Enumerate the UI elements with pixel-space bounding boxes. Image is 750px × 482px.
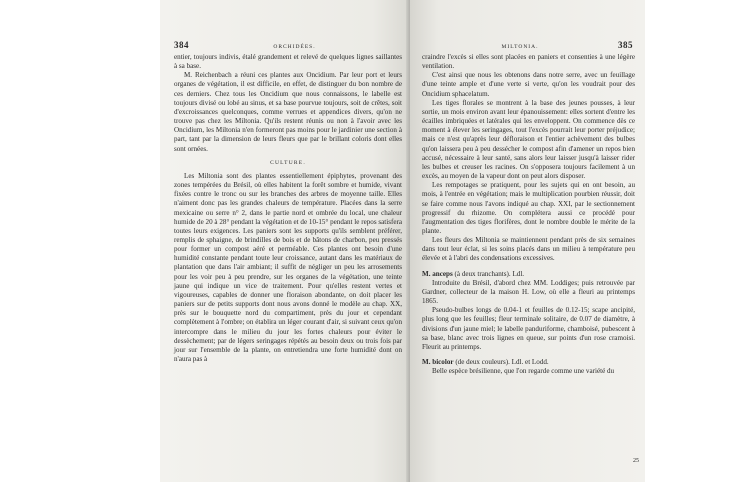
right-page-text bbox=[422, 53, 635, 376]
paragraph: Les tiges florales se montrent à la base des jeunes pousses, à leur sortie, un mois environ avant leur épanouissement: elles sortent d'entre les écailles imbriquées et latérales qui les enveloppent. On commence dès ce moment à élever les seringages, tout l'excès pourrait leur porter préjudice; mais ce n'est qu'après leur défloraison et l'entier achèvement des bulbes qu'on laissera peu à peu dessécher le compost afin d'amener un repos bien accusé, nécessaire à leur santé, sans alors leur laisser jusqu'à laisser rider les bulbes et creuser les racines. On s'opposera toujours facilement à un excès, au moyen de la vapeur dont on peut alors disposer. bbox=[422, 98, 635, 181]
species-description: Belle espèce brésilienne, que l'on regarde comme une variété du bbox=[432, 367, 615, 376]
paragraph: Les rempotages se pratiquent, pour les sujets qui en ont besoin, au mois, à l'entrée en végétation; mais le multiplication pourbien réussir, doit se faire comme nous l'avons indiqué au chap. XXI, par le sectionnement progressif du rhizome. On complétera aussi ce procédé pour l'augmentation des tiges florifères, dont le nombre double le mérite de la plante. bbox=[422, 181, 635, 235]
book-spread bbox=[160, 0, 750, 482]
species-name: M. bicolor bbox=[422, 358, 454, 366]
species-entry bbox=[422, 270, 635, 279]
species-authority: (à deux tranchants). Ldl. bbox=[454, 269, 525, 278]
paragraph: M. Reichenbach a réuni ces plantes aux Oncidium. Par leur port et leurs organes de végétation, il est difficile, en effet, de distinguer du bon nombre de ces derniers. Chez tous les Oncidium que nous connaissons, le labelle est toujours divisé ou lobé au sinus, et sa base pourvue toujours, soit de crêtes, soit d'excroissances quelconques, comme verrues et appendices divers, qu'on ne trouve pas chez les Miltonia. Qu'ils restent réunis ou non à l'avoir avec les Oncidium, les Miltonia n'en formeront pas moins pour le jardinier une section à part, tant par la dimension de leurs fleurs que par le brillant coloris dont elles sont ornées. bbox=[174, 71, 402, 153]
right-margin bbox=[645, 0, 750, 482]
paragraph: Les Miltonia sont des plantes essentiellement épiphytes, provenant des zones tempérées du Brésil, où elles habitent la forêt sombre et humide, vivant fixées contre le tronc ou sur les branches des arbres de moyenne taille. Elles n'aiment donc pas les grandes chaleurs de température. Placées dans la serre mexicaine ou serre n° 2, dans le partie nord et ombrée du local, une chaleur humide de 20 à 28° pendant la végétation et de 10-15° pendant le repos satisfera toutes leurs exigences. Les paniers sont les supports qu'ils semblent préférer, remplis de sphaigne, de brindilles de bois et de bâtons de charbon, peu pressés pour former un compost aéré et perméable. Ces plantes ont besoin d'une humidité constante pendant toute leur croissance, autant dans les matériaux de plantation que dans l'air ambiant; il suffit de négliger un peu les arrosements pour les voir peu à peu prendre, sur les organes de la végétation, une teinte jaune qui indique un vice de traitement. Pour qu'elles restent vertes et vigoureuses, capables de donner une floraison abondante, on doit placer les paniers sur de petits supports dont nous avons donné le modèle au chap. XX, près sur le bouquette nord du compartiment, près du jour et cependant complètement à l'ombre; on établira un léger courant d'air, si suivant ceux qu'on intercompre dans le milieu du jour les fortes chaleurs pour éviter le dessèchement; par de légers seringages répétés au besoin deux ou trois fois par jour sur l'ensemble de la plante, on entretiendra une forte humidité dont on n'aura pas à bbox=[174, 171, 402, 363]
left-running-title: ORCHIDÉES. bbox=[273, 44, 316, 50]
left-page-number: 384 bbox=[174, 40, 189, 50]
right-page bbox=[410, 0, 645, 482]
section-heading: CULTURE. bbox=[270, 159, 306, 166]
right-running-head bbox=[422, 40, 633, 50]
left-running-head bbox=[174, 40, 400, 50]
paragraph: entier, toujours indivis, étalé grandement et relevé de quelques lignes saillantes à sa base. bbox=[174, 53, 402, 71]
signature-mark: 25 bbox=[633, 458, 639, 464]
left-page bbox=[160, 0, 410, 482]
right-running-title: MILTONIA. bbox=[501, 44, 539, 50]
paragraph: craindre l'excès si elles sont placées en paniers et consenties à une légère ventilation. bbox=[422, 53, 635, 71]
right-page-number: 385 bbox=[618, 40, 633, 50]
species-description: Pseudo-bulbes longs de 0.04-1 et feuilles de 0.12-15; scape ancipité, plus long que les feuilles; fleur terminale solitaire, de 0.07 de diamètre, à divisions d'un jaune miel; le labelle panduriforme, chamboisé, pubescent à sa base, blanc avec trois lignes en queue, sur points d'un rose cramoisi. Fleurit au printemps. bbox=[422, 306, 635, 351]
species-description: Introduite du Brésil, d'abord chez MM. Loddiges; puis retrouvée par Gardner, collecteur de la maison H. Low, où elle a fleuri au printemps 1865. bbox=[422, 278, 635, 306]
species-name: M. anceps bbox=[422, 269, 453, 278]
left-page-text bbox=[174, 53, 402, 364]
paragraph: C'est ainsi que nous les obtenons dans notre serre, avec un feuillage d'une teinte ample et d'une verte si verte, qu'on les voudrait pour des Oncidium sphacelatum. bbox=[422, 71, 635, 98]
species-entry bbox=[422, 358, 635, 367]
paragraph: Les fleurs des Miltonia se maintiennent pendant près de six semaines dans tout leur éclat, si les soins placés dans un milieu à température peu élevée et à l'abri des condensations excessives. bbox=[422, 236, 635, 263]
species-authority: (de deux couleurs). Ldl. et Lodd. bbox=[455, 358, 549, 366]
